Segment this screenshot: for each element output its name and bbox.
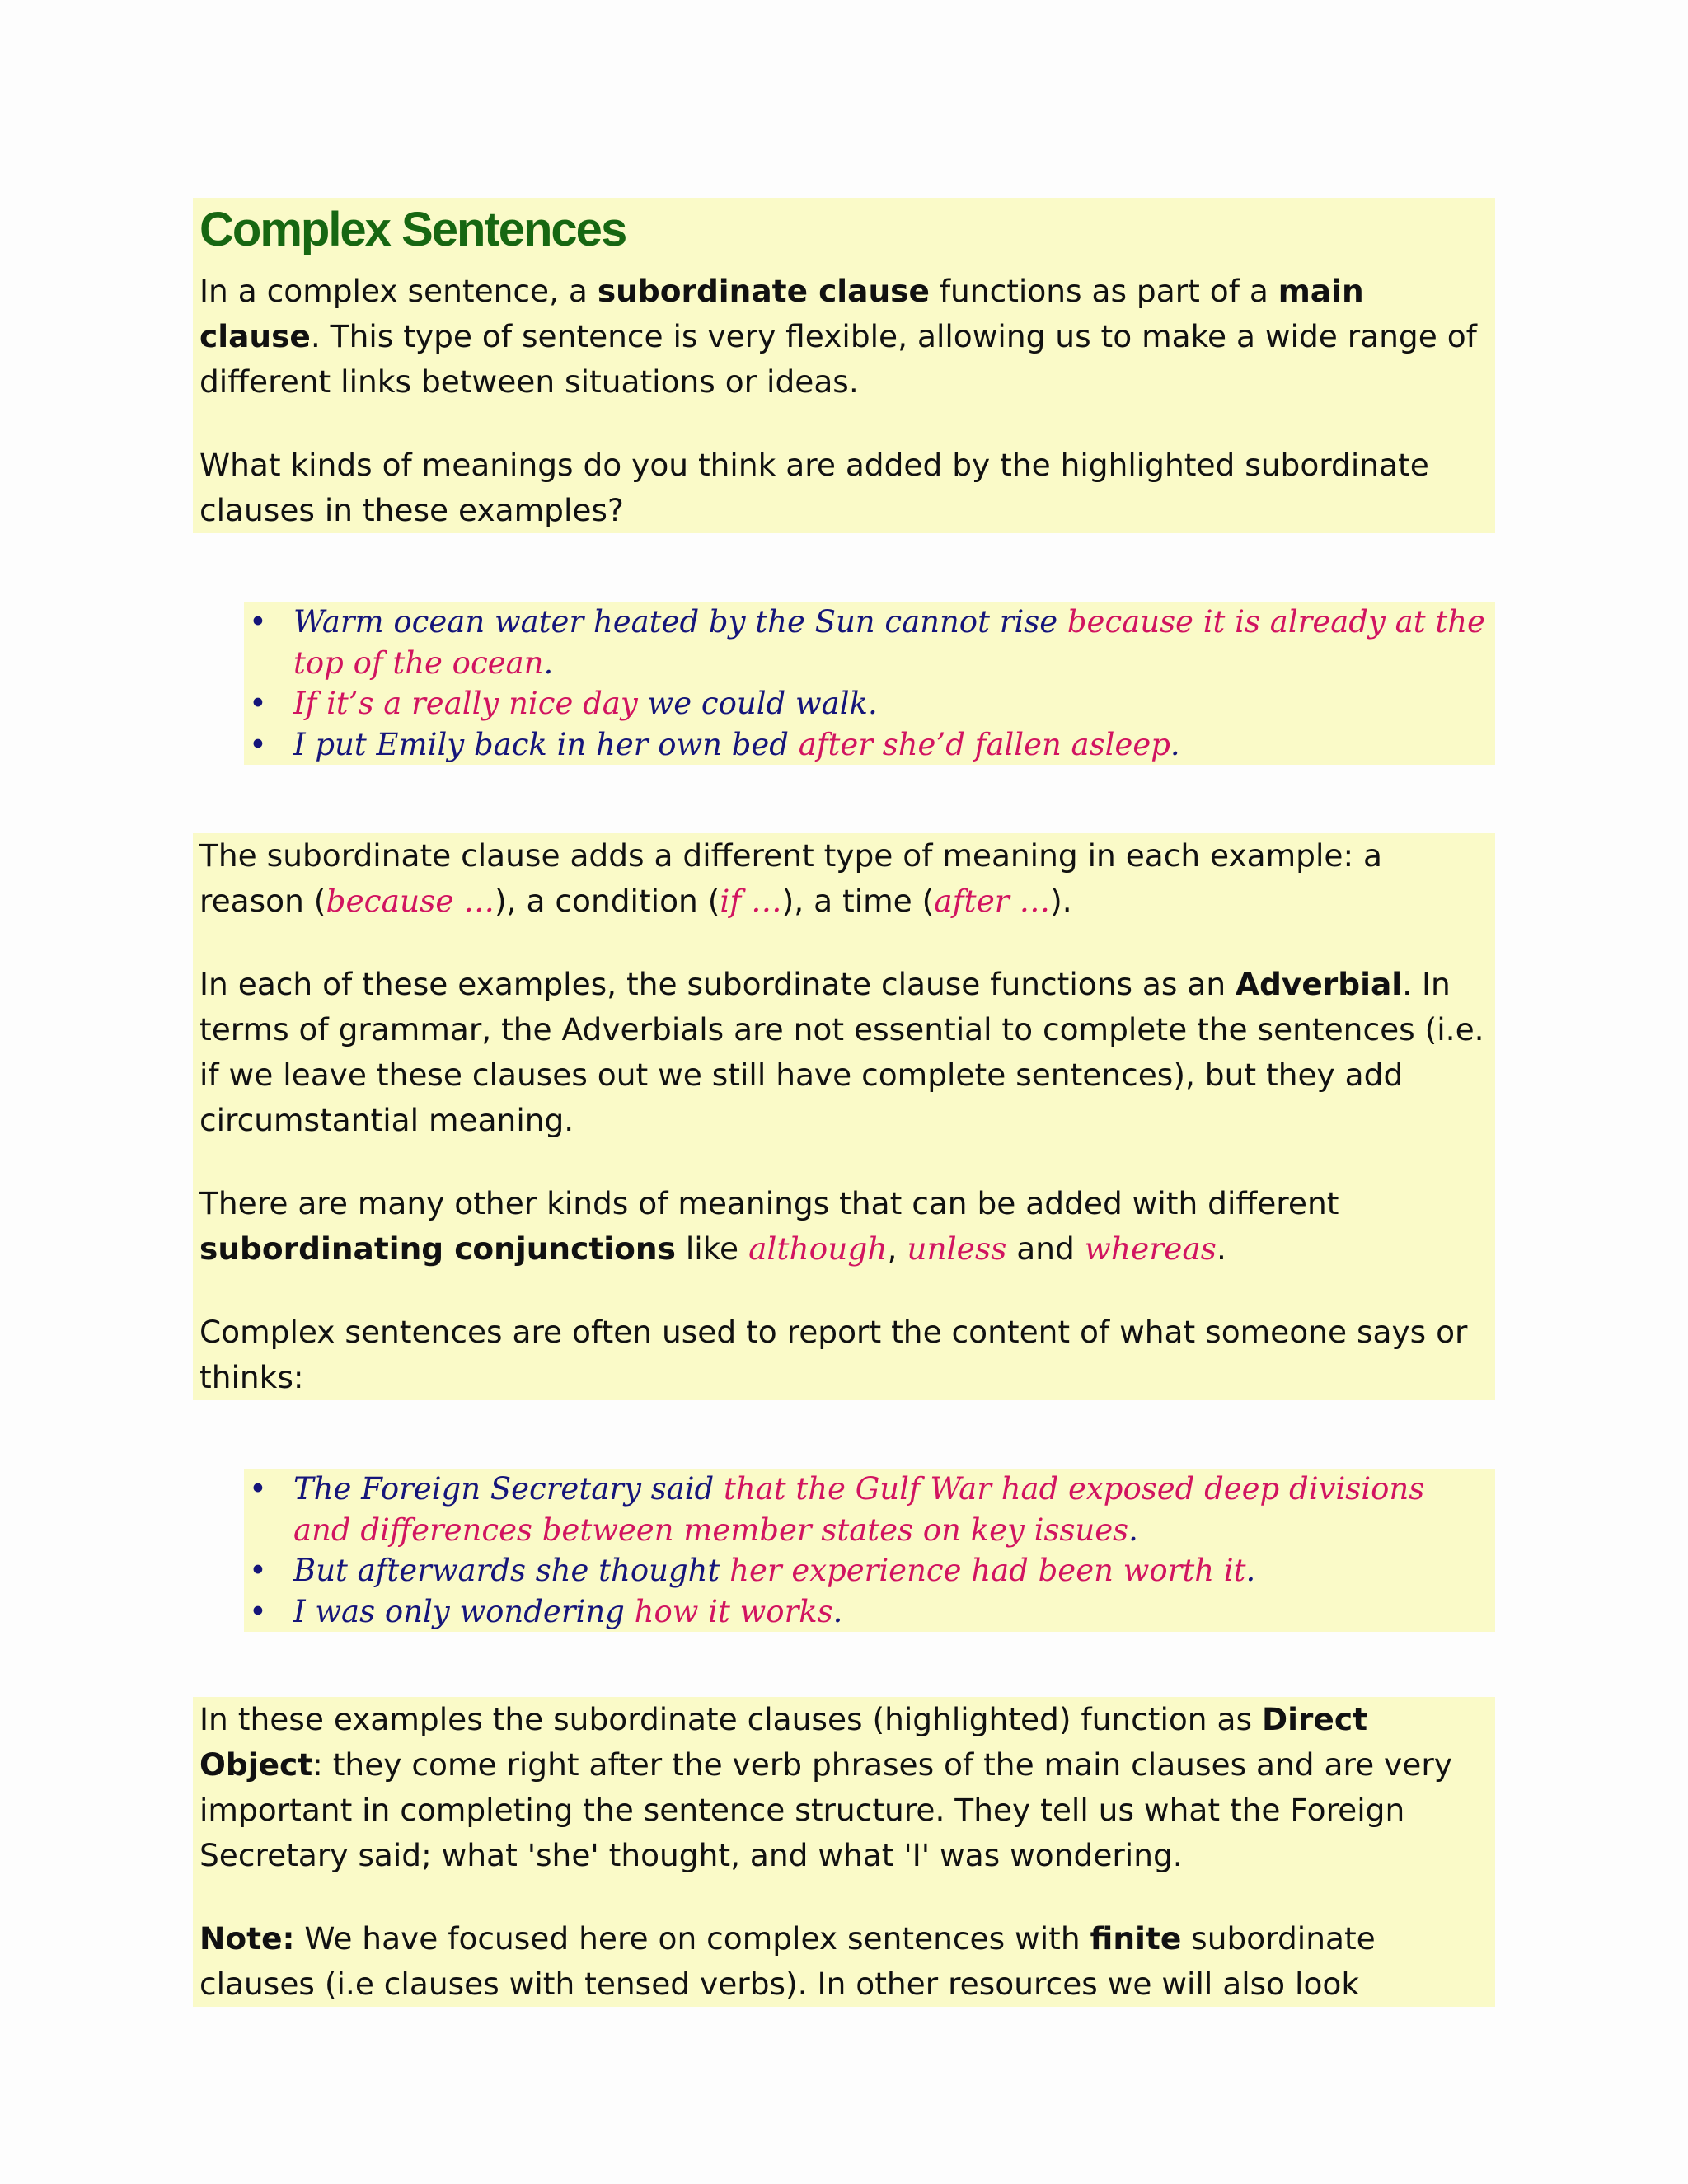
adverbial-paragraph: [193, 962, 1495, 1143]
direct-object-paragraph: [193, 1697, 1495, 1878]
bullet-icon: •: [249, 1553, 267, 1588]
conclusion-block: [193, 1697, 1495, 2007]
punctuation: .: [1128, 1511, 1138, 1548]
intro-block: [193, 198, 1495, 533]
main-clause: Warm ocean water heated by the Sun cannot rise: [293, 604, 1067, 640]
text: In these examples the subordinate clauses (highlighted) function as: [199, 1701, 1262, 1737]
conjunctions-paragraph: [193, 1181, 1495, 1272]
term-subordinate-clause: subordinate clause: [597, 273, 930, 309]
meaning-paragraph: [193, 833, 1495, 924]
text: ,: [887, 1230, 907, 1267]
word-whereas: whereas: [1084, 1230, 1217, 1267]
term-adverbial: Adverbial: [1236, 966, 1403, 1002]
word-unless: unless: [907, 1230, 1007, 1267]
text: ).: [1050, 883, 1072, 919]
bullet-icon: •: [249, 726, 267, 762]
subordinate-clause: because it is already at the top of the ocean: [293, 604, 1485, 681]
term-subordinating-conjunctions: subordinating conjunctions: [199, 1230, 676, 1267]
examples-list-2: [244, 1469, 1495, 1632]
text: The subordinate clause adds a different type of meaning in each example: a reason (: [199, 837, 1382, 919]
main-clause: But afterwards she thought: [293, 1553, 730, 1588]
subordinate-clause: that the Gulf War had exposed deep divisions and differences between member states on key issues: [293, 1471, 1425, 1548]
list-item: [244, 1469, 1487, 1550]
intro-paragraph: [193, 264, 1495, 405]
examples-list-1: [244, 602, 1495, 765]
text: In a complex sentence, a: [199, 273, 598, 309]
bullet-icon: •: [249, 1471, 267, 1507]
text: and: [1006, 1230, 1085, 1267]
punctuation: .: [543, 644, 554, 681]
list-item: [244, 683, 1487, 724]
note-paragraph: [193, 1916, 1495, 2007]
example-if: if …: [720, 883, 782, 919]
punctuation: .: [1245, 1553, 1256, 1588]
example-because: because …: [326, 883, 495, 919]
subordinate-clause: after she’d fallen asleep: [798, 726, 1170, 762]
text: . In terms of grammar, the Adverbials are not essential to complete the sentences (i.e. if we leave these clauses out we still have complete sentences), but they add circumstantial meaning.: [199, 966, 1484, 1138]
term-main-clause: main clause: [199, 273, 1364, 354]
punctuation: .: [832, 1593, 843, 1629]
list-item: [244, 602, 1487, 683]
main-clause: we could walk: [637, 686, 868, 721]
bullet-icon: •: [249, 686, 267, 721]
subordinate-clause: her experience had been worth it: [729, 1553, 1246, 1588]
text: . This type of sentence is very flexible, allowing us to make a wide range of different links between situations or ideas.: [199, 318, 1477, 400]
note-label: Note:: [199, 1920, 295, 1957]
word-although: although: [748, 1230, 888, 1267]
text: .: [1216, 1230, 1226, 1267]
text: We have focused here on complex sentences with: [294, 1920, 1090, 1957]
text: ), a condition (: [495, 883, 720, 919]
list-item: [244, 1591, 1487, 1633]
example-after: after …: [934, 883, 1051, 919]
report-paragraph: Complex sentences are often used to report the content of what someone says or thinks:: [199, 1314, 1468, 1395]
subordinate-clause: If it’s a really nice day: [293, 686, 638, 721]
term-direct-object: Direct Object: [199, 1701, 1368, 1783]
text: functions as part of a: [929, 273, 1278, 309]
list-item: [244, 724, 1487, 766]
text: subordinate clauses (i.e clauses with tensed verbs). In other resources we will also look: [199, 1920, 1376, 2002]
main-clause: I was only wondering: [293, 1593, 635, 1629]
main-clause: I put Emily back in her own bed: [293, 726, 799, 762]
text: : they come right after the verb phrases of the main clauses and are very important in completing the sentence structure. They tell us what the Foreign Secretary said; what 'she' thought, and what 'I' was wondering.: [199, 1746, 1452, 1873]
subordinate-clause: how it works: [634, 1593, 833, 1629]
main-clause: The Foreign Secretary said: [293, 1471, 724, 1507]
text: In each of these examples, the subordinate clause functions as an: [199, 966, 1236, 1002]
text: like: [675, 1230, 749, 1267]
document: [193, 198, 1495, 2007]
question-paragraph: What kinds of meanings do you think are added by the highlighted subordinate clauses in these examples?: [199, 447, 1429, 528]
text: There are many other kinds of meanings that can be added with different: [199, 1185, 1339, 1221]
list-item: [244, 1550, 1487, 1591]
term-finite: finite: [1090, 1920, 1182, 1957]
page-title: Complex Sentences: [199, 203, 626, 256]
explanation-block: [193, 833, 1495, 1400]
bullet-icon: •: [249, 604, 267, 640]
text: ), a time (: [781, 883, 935, 919]
bullet-icon: •: [249, 1593, 267, 1629]
punctuation: .: [1170, 726, 1180, 762]
punctuation: .: [867, 686, 878, 721]
